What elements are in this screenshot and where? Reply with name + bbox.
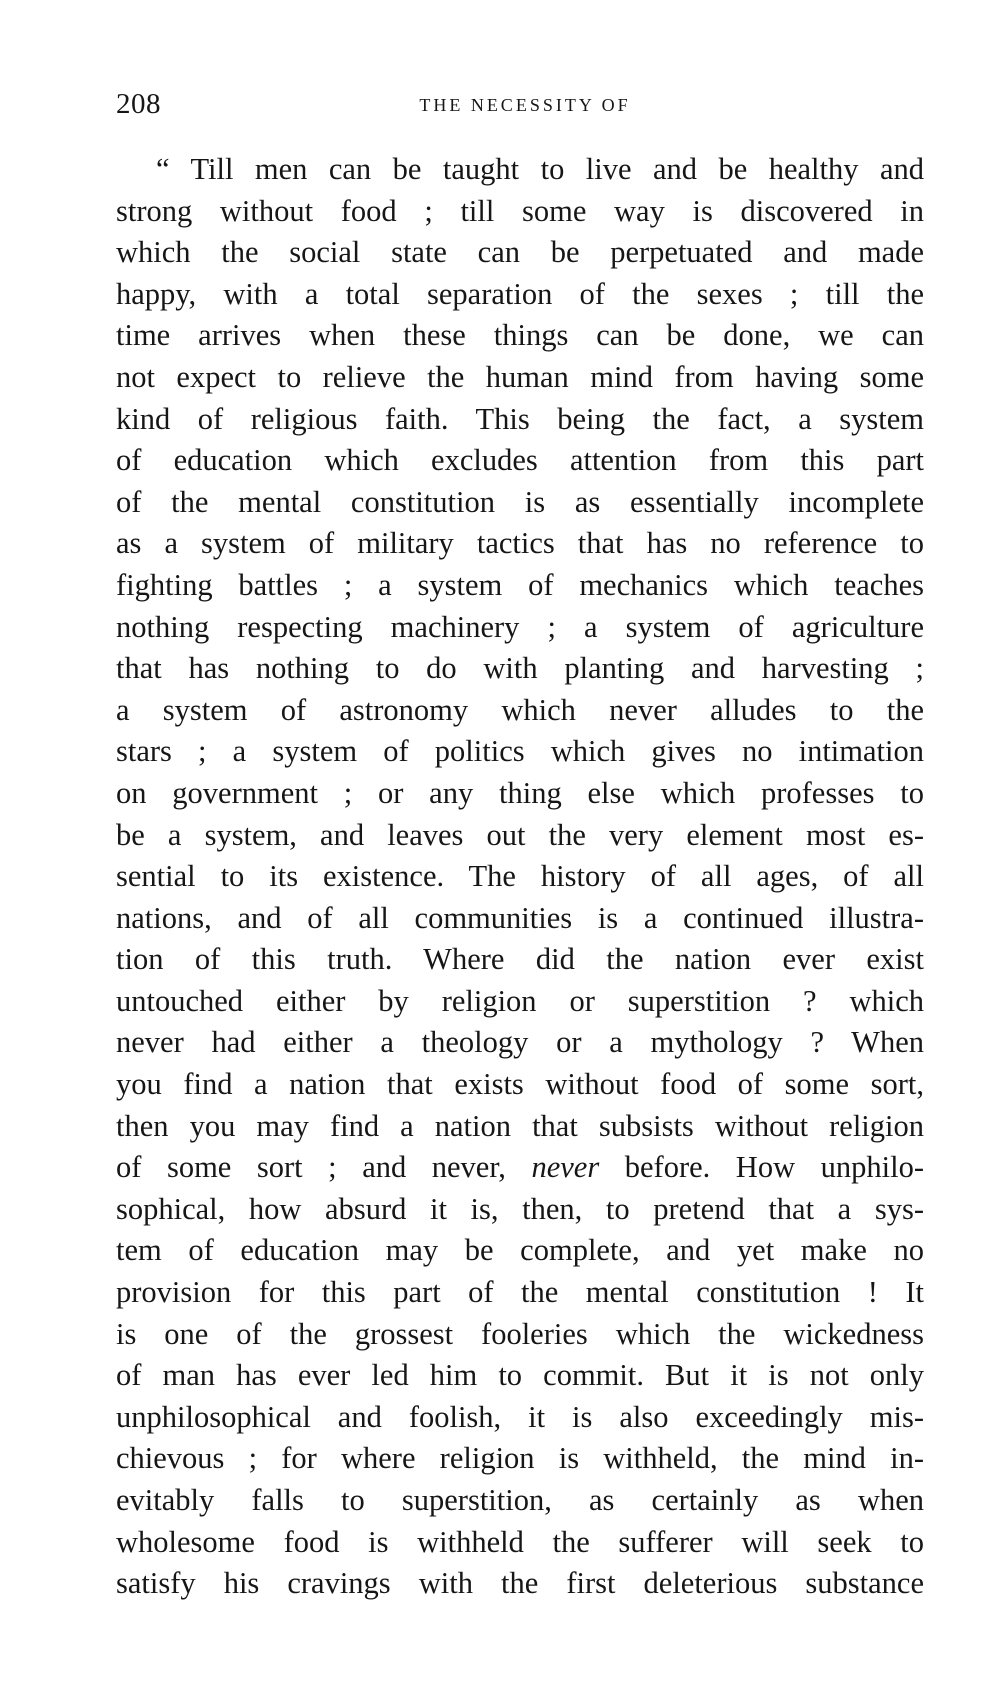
text-line: untouched either by religion or superstition ? which <box>116 983 924 1018</box>
text-line: not expect to relieve the human mind from having some <box>116 359 924 394</box>
text-line: on government ; or any thing else which professes to <box>116 775 924 810</box>
text-line: unphilosophical and foolish, it is also exceedingly mis- <box>116 1399 924 1434</box>
text-line: provision for this part of the mental constitution ! It <box>116 1275 924 1310</box>
body-text <box>116 149 924 1605</box>
text-line: fighting battles ; a system of mechanics which teaches <box>116 567 924 602</box>
text-line: you find a nation that exists without food of some sort, <box>116 1067 924 1102</box>
text-line: nations, and of all communities is a continued illustra- <box>116 900 924 935</box>
text-fragment: before. How unphilo- <box>599 1150 924 1185</box>
text-line: that has nothing to do with planting and harvesting ; <box>116 651 924 686</box>
text-line: tem of education may be complete, and yet make no <box>116 1233 924 1268</box>
text-line: stars ; a system of politics which gives no intimation <box>116 734 924 769</box>
text-line: wholesome food is withheld the sufferer will seek to <box>116 1524 924 1559</box>
text-line: satisfy his cravings with the first deleterious substance <box>116 1566 924 1601</box>
text-line: time arrives when these things can be done, we can <box>116 318 924 353</box>
text-line: happy, with a total separation of the sexes ; till the <box>116 276 924 311</box>
running-title: THE NECESSITY OF <box>419 95 631 115</box>
text-line: tion of this truth. Where did the nation ever exist <box>116 942 924 977</box>
running-head <box>116 86 924 122</box>
text-line: as a system of military tactics that has no reference to <box>116 526 924 561</box>
text-line: nothing respecting machinery ; a system of agriculture <box>116 609 924 644</box>
text-line: is one of the grossest fooleries which the wickedness <box>116 1316 924 1351</box>
text-line-with-italic <box>116 1147 924 1189</box>
text-line: sential to its existence. The history of all ages, of all <box>116 859 924 894</box>
text-line: kind of religious faith. This being the fact, a system <box>116 401 924 436</box>
text-line: of the mental constitution is as essentially incomplete <box>116 484 924 519</box>
text-line: evitably falls to superstition, as certainly as when <box>116 1483 924 1517</box>
text-fragment: of some sort ; and never, <box>116 1150 532 1185</box>
text-line: never had either a theology or a mythology ? When <box>116 1025 924 1060</box>
text-line: “ Till men can be taught to live and be healthy and <box>156 152 924 186</box>
text-line: strong without food ; till some way is discovered in <box>116 193 924 228</box>
italic-emphasis: never <box>531 1150 600 1185</box>
text-line: of education which excludes attention from this part <box>116 443 924 478</box>
text-line: sophical, how absurd it is, then, to pretend that a sys- <box>116 1191 924 1226</box>
text-line: be a system, and leaves out the very element most es- <box>116 817 924 852</box>
page-number: 208 <box>116 88 161 120</box>
text-line: chievous ; for where religion is withheld, the mind in- <box>116 1441 924 1476</box>
text-line: a system of astronomy which never alludes to the <box>116 692 924 727</box>
text-line: of man has ever led him to commit. But it is not only <box>116 1358 924 1393</box>
text-line: which the social state can be perpetuated and made <box>116 235 924 270</box>
text-line: then you may find a nation that subsists without religion <box>116 1108 924 1143</box>
